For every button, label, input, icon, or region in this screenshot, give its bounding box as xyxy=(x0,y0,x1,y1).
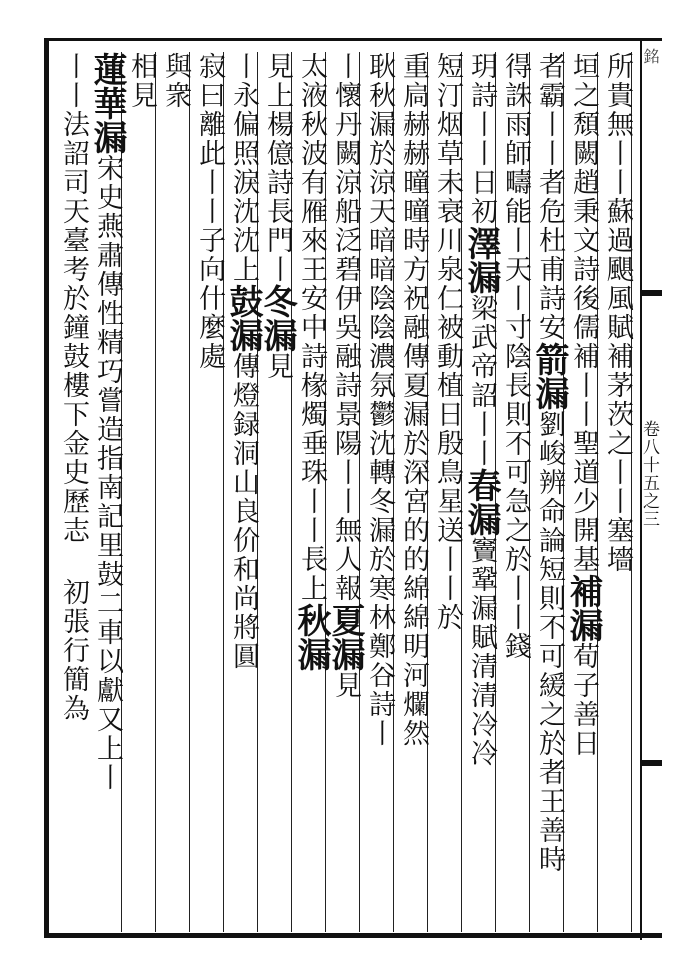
entry-text: 劉峻辨命論短則不可緩之於 xyxy=(534,410,565,758)
column-text xyxy=(462,52,500,768)
column-text xyxy=(496,52,534,661)
entry-text: 丨永偏照淚沈沈 xyxy=(228,52,259,255)
entry-heading: 補漏 xyxy=(563,574,603,642)
column-text xyxy=(292,52,330,671)
entry-text: 太液秋波有雁來王安中詩椽燭垂珠丨丨長 xyxy=(296,52,327,574)
entry-text: 梁武帝詔丨丨 xyxy=(466,294,497,468)
column-text xyxy=(360,52,398,748)
column-text xyxy=(54,52,92,723)
entry-text: 重扃赫赫曈曈時方祝融傳夏漏於深宮的的綿綿明河爛然 xyxy=(398,52,429,748)
entry-text: 寸陰長則不可急之於丨丨錢 xyxy=(500,313,531,661)
column-text xyxy=(530,52,568,874)
text-column xyxy=(190,52,224,932)
entry-text: 川泉仁被動植 xyxy=(432,226,463,400)
entry-heading: 冬漏 xyxy=(257,284,297,352)
entry-text: 玥詩丨丨日初 xyxy=(466,52,497,226)
entry-text: 見上楊億詩長門丨 xyxy=(262,52,293,284)
entry-heading: 箭漏 xyxy=(529,342,569,410)
entry-text: 得誅雨師疇能丨天丨 xyxy=(500,52,531,313)
column-text xyxy=(564,52,602,758)
text-column xyxy=(598,52,632,932)
entry-heading: 鼓漏 xyxy=(223,284,263,352)
entry-text: 者霸丨丨者危杜甫詩安 xyxy=(534,52,565,342)
text-column xyxy=(461,52,501,932)
text-column xyxy=(122,52,156,932)
entry-text: 丨丨法詔司天臺考於鐘鼓樓下金史歷志 初張行簡為 xyxy=(58,52,89,723)
entry-text: 寂曰離此丨丨子向什麼處 xyxy=(194,52,225,371)
text-column xyxy=(529,52,569,932)
column-text xyxy=(224,52,262,671)
entry-text: 竇鞏漏賦清清冷冷 xyxy=(466,536,497,768)
entry-text: 上 xyxy=(228,255,259,284)
text-column xyxy=(257,52,297,932)
column-text xyxy=(598,52,636,574)
column-text xyxy=(258,52,296,381)
entry-heading: 秋漏 xyxy=(291,603,331,671)
column-text xyxy=(190,52,228,371)
column-text xyxy=(156,52,194,110)
entry-text: 宋史燕肅傳性精巧嘗造指南記里鼓二車以獻又上丨 xyxy=(92,154,123,792)
volume-label: 卷八十五之三 xyxy=(639,420,659,528)
fish-tail-top xyxy=(640,290,662,296)
entry-text: 傳燈録洞山良价和尚將圓 xyxy=(228,352,259,671)
column-text xyxy=(394,52,432,748)
entry-text: 相見 xyxy=(126,52,157,110)
column-text xyxy=(428,52,466,632)
entry-heading: 蓮華漏 xyxy=(87,52,127,154)
entry-heading: 夏漏 xyxy=(325,603,365,671)
text-column xyxy=(360,52,394,932)
text-column xyxy=(394,52,428,932)
entry-text: 者王善時 xyxy=(534,758,565,874)
entry-text: 丨懷丹闕涼船泛碧伊吳融詩景陽丨丨無人報 xyxy=(330,52,361,603)
entry-text: 垣之頹闕趙秉文詩後儒補丨丨聖道少開基 xyxy=(568,52,599,574)
entry-text: 荀子善日 xyxy=(568,642,599,758)
text-column xyxy=(291,52,331,932)
entry-heading: 春漏 xyxy=(461,468,501,536)
entry-text: 短汀烟草未衰 xyxy=(432,52,463,226)
entry-text: 耿秋漏於涼天暗暗陰陰濃氛鬱沈轉冬漏於寒林鄭谷詩丨 xyxy=(364,52,395,748)
text-column xyxy=(223,52,263,932)
entry-text: 上 xyxy=(296,574,327,603)
entry-text: 所貴無丨丨蘇過颶風賦補茅茨之丨丨塞墻 xyxy=(602,52,633,574)
text-column xyxy=(563,52,603,932)
fish-tail-bottom xyxy=(640,760,662,766)
column-text xyxy=(88,52,126,792)
text-column xyxy=(156,52,190,932)
entry-text: 日殷鳥星送丨丨於 xyxy=(432,400,463,632)
column-text xyxy=(326,52,364,700)
text-column xyxy=(496,52,530,932)
column-text xyxy=(122,52,160,110)
entry-text: 與衆 xyxy=(160,52,191,110)
text-column xyxy=(87,52,127,932)
margin-header: 銘 xyxy=(641,48,660,66)
entry-text: 見 xyxy=(330,671,361,700)
text-column xyxy=(325,52,365,932)
text-column xyxy=(428,52,462,932)
entry-text: 見 xyxy=(262,352,293,381)
text-column xyxy=(54,52,88,932)
entry-heading: 澤漏 xyxy=(461,226,501,294)
